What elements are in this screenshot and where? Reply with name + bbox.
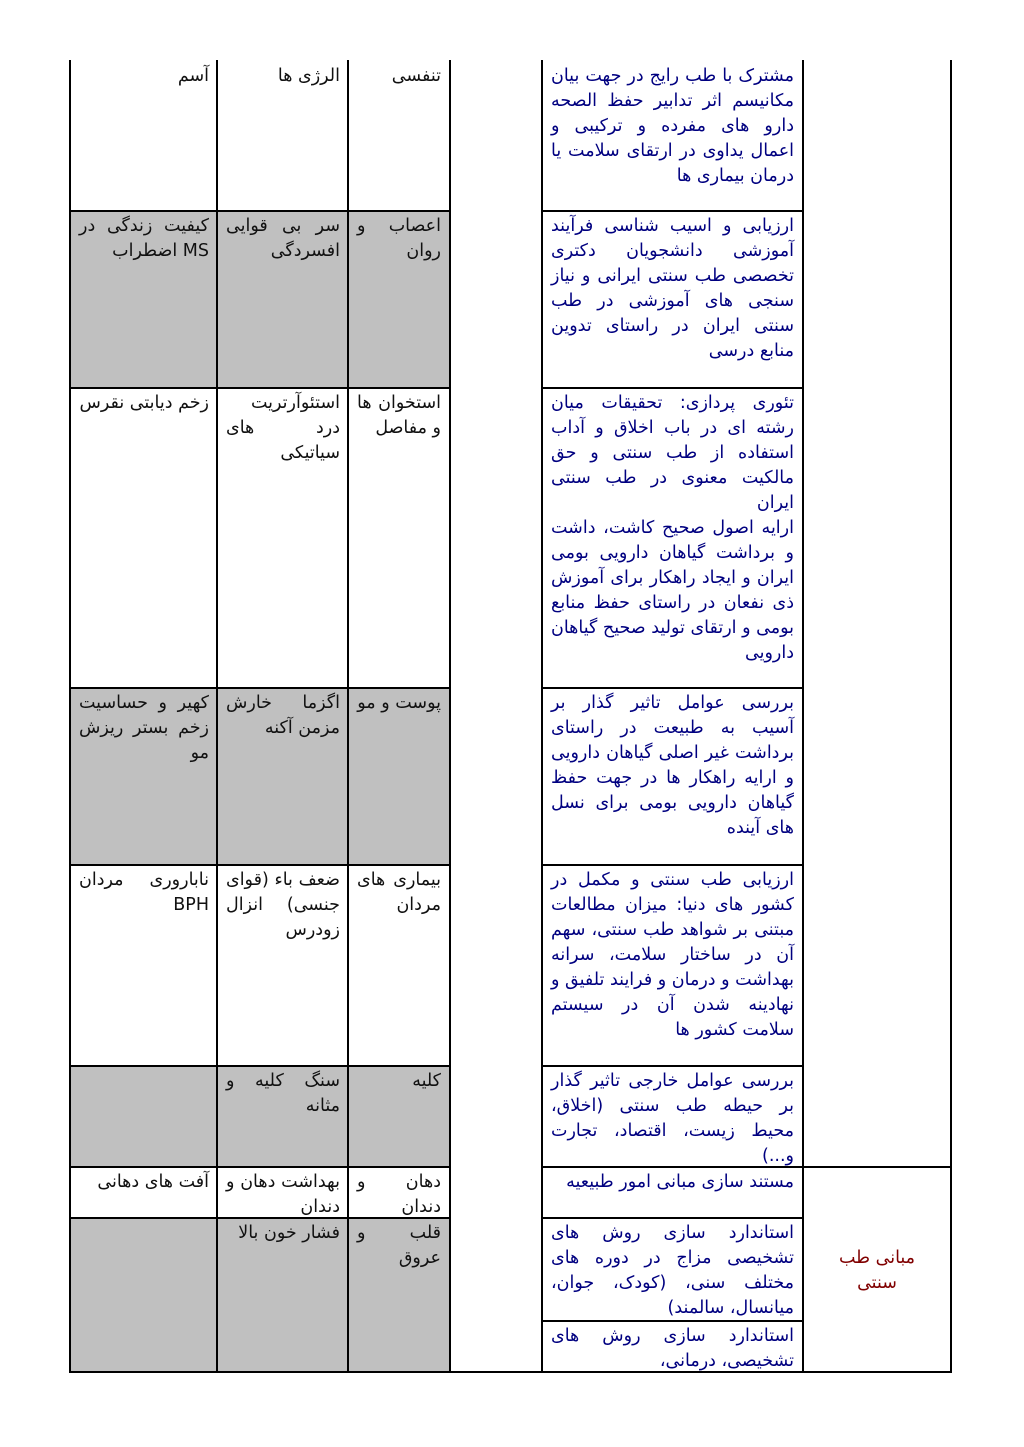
cell-disease-b	[71, 1067, 217, 1167]
topic-cell: استاندارد سازی روش های تشخیصی مزاج در دوره های مختلف سنی، (کودک، جوان، میانسال، سالمند)	[551, 1223, 794, 1318]
cell-disease-b	[71, 1219, 217, 1371]
table-border	[69, 864, 451, 866]
table-border	[541, 387, 804, 389]
cell-system: کلیه	[349, 1067, 449, 1167]
cell-system: قلب و عروق	[349, 1219, 449, 1371]
table-border	[69, 687, 451, 689]
cell-system: تنفسی	[391, 66, 441, 86]
table-border	[541, 210, 804, 212]
topic-cell: ارزیابی طب سنتی و مکمل در کشور های دنیا: میزان مطالعات مبتنی بر شواهد طب سنتی، سهم آن در ساختار سلامت، سرانه بهداشت و درمان و فرایند تلفیق و نهادینه شدن آن در سیستم سلامت کشور ها	[551, 870, 794, 1040]
topic-cell: ارزیابی و اسیب شناسی فرآیند آموزشی دانشجویان دکتری تخصصی طب سنتی ایرانی و نیاز سنجی های آموزشی در طب سنتی ایران در راستای تدوین منابع درسی	[551, 216, 794, 361]
cell-disease-b: کهیر و حساسیت زخم بستر ریزش مو	[71, 689, 217, 865]
table-border	[541, 687, 804, 689]
table-border	[950, 60, 952, 1373]
cell-disease-a: اگزما خارش مزمن آکنه	[218, 689, 348, 865]
table-border	[541, 864, 804, 866]
cell-disease-a: ضعف باء (قوای جنسی) انزال زودرس	[226, 870, 340, 940]
table-border	[541, 1320, 804, 1322]
table-border	[69, 1217, 451, 1219]
category-heading: مبانی طب سنتی	[838, 1248, 916, 1293]
cell-system: پوست و مو	[349, 689, 449, 865]
topic-cell: بررسی عوامل تاثیر گذار بر آسیب به طبیعت در راستای برداشت غیر اصلی گیاهان دارویی و ارایه راهکار ها در جهت حفظ گیاهان دارویی بومی برای نسل های آینده	[551, 693, 794, 838]
table-border	[69, 1371, 952, 1373]
cell-disease-a: فشار خون بالا	[218, 1219, 348, 1371]
topic-cell: تئوری پردازی: تحقیقات میان رشته ای در باب اخلاق و آداب استفاده از طب سنتی و حق مالکیت معنوی در طب سنتی ایران ارایه اصول صحیح کاشت، داشت و برداشت گیاهان دارویی بومی ایران و ایجاد راهکار برای آموزش ذی نفعان در راستای حفظ منابع بومی و ارتقای تولید صحیح گیاهان دارویی	[550, 393, 794, 663]
cell-disease-b: زخم دیابتی نقرس	[79, 393, 209, 413]
cell-disease-a: الرژی ها	[277, 66, 340, 86]
cell-system: استخوان ها و مفاصل	[357, 393, 441, 438]
cell-system: اعصاب و روان	[349, 212, 449, 388]
cell-disease-a: استئوآرتریت درد های سیاتیکی	[226, 393, 340, 463]
cell-disease-b: آسم	[177, 66, 209, 86]
table-border	[541, 1166, 952, 1168]
topic-cell: مستند سازی مبانی امور طبیعیه	[566, 1172, 794, 1192]
cell-disease-a: سر بی قوایی افسردگی	[218, 212, 348, 388]
table-border	[541, 60, 543, 1373]
topic-cell: مشترک با طب رایج در جهت بیان مکانیسم اثر تدابیر حفظ الصحه دارو های مفرده و ترکیبی و اعمال یداوی در ارتقای سلامت یا درمان بیماری ها	[551, 66, 794, 186]
table-border	[216, 60, 218, 1373]
cell-system: دهان و دندان	[357, 1172, 441, 1217]
table-border	[802, 60, 804, 1373]
table-border	[69, 1065, 451, 1067]
table-border	[69, 387, 451, 389]
cell-disease-a: سنگ کلیه و مثانه	[218, 1067, 348, 1167]
table-border	[69, 210, 451, 212]
cell-disease-b: ناباروری مردان BPH	[79, 870, 209, 915]
cell-disease-a: بهداشت دهان و دندان	[226, 1172, 340, 1217]
table-border	[449, 60, 451, 1373]
table-border	[541, 1065, 804, 1067]
table-border	[347, 60, 349, 1373]
table-border	[69, 1166, 451, 1168]
cell-system: بیماری های مردان	[357, 870, 441, 915]
topic-cell: استاندارد سازی روش های تشخیصی، درمانی،	[551, 1326, 794, 1371]
cell-disease-b: آفت های دهانی	[97, 1172, 209, 1192]
table-border	[541, 1217, 804, 1219]
table-border	[69, 60, 71, 1373]
topic-cell: بررسی عوامل خارجی تاثیر گذار بر حیطه طب سنتی (اخلاق، محیط زیست، اقتصاد، تجارت و...)	[551, 1071, 794, 1166]
cell-disease-b: کیفیت زندگی در MS اضطراب	[71, 212, 217, 388]
